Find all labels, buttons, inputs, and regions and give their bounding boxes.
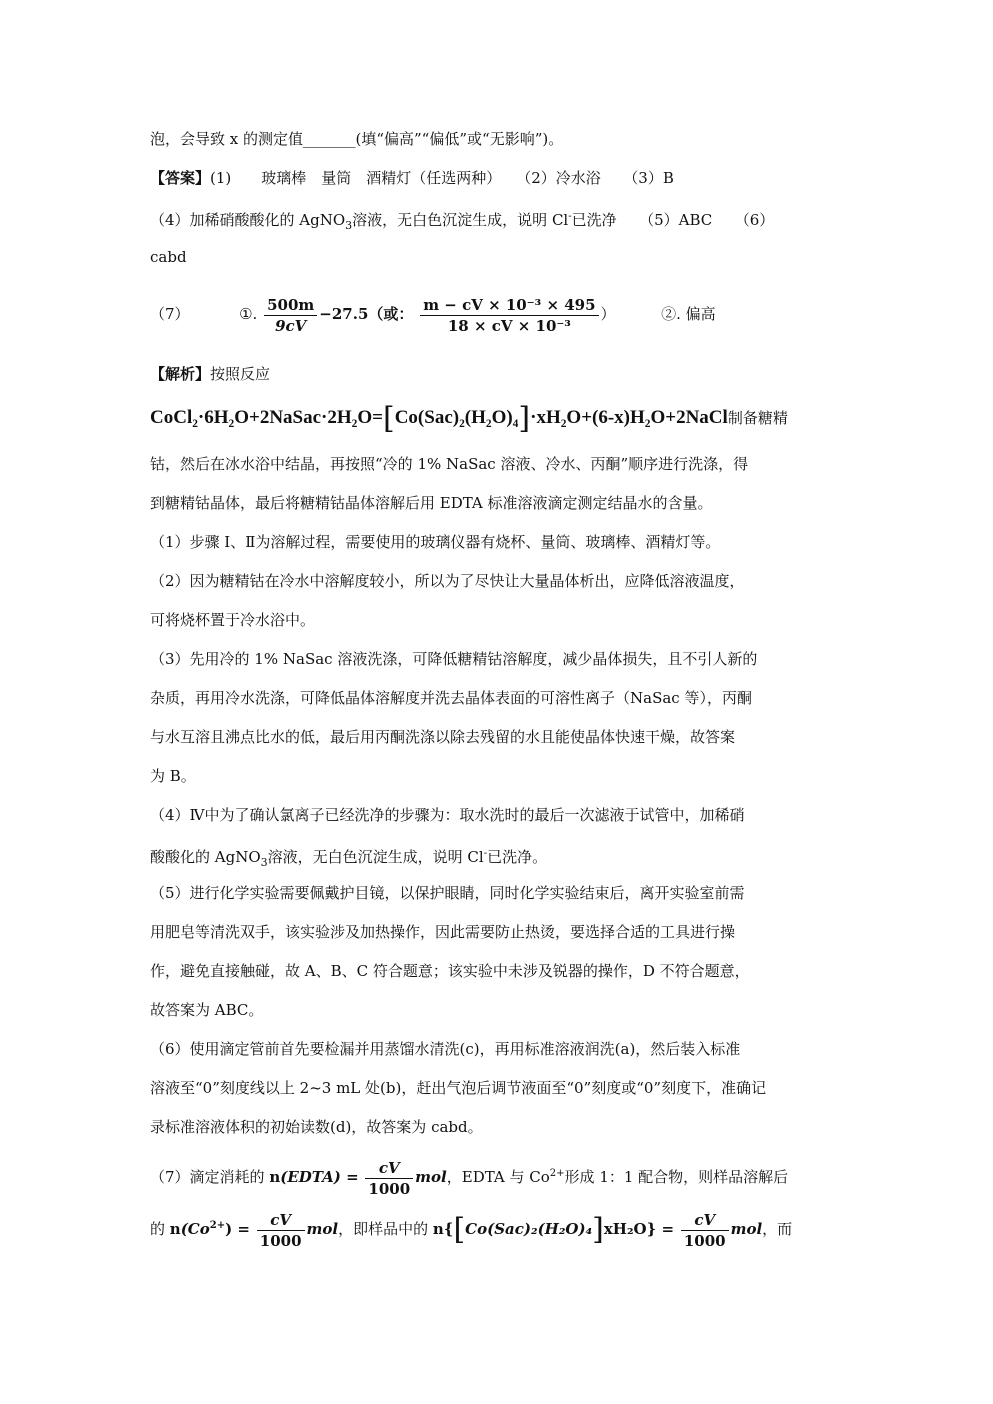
text-line <box>150 1077 766 1099</box>
text-line <box>150 570 745 592</box>
paragraph-text: 作，避免直接触碰，故 A、B、C 符合题意；该实验中未涉及锐器的操作，D 不符合题意， <box>150 962 750 980</box>
superscript: - <box>483 848 488 859</box>
fraction-denominator: 1000 <box>259 1231 302 1250</box>
complex-formula: Co(Sac)₂(H₂O)₄ <box>465 1220 593 1238</box>
answer-label: 【答案】 <box>150 169 211 187</box>
text-line <box>150 804 745 826</box>
text-line <box>150 726 735 748</box>
paragraph-text: （5）进行化学实验需要佩戴护目镜，以保护眼睛，同时化学实验结束后，离开实验室前需 <box>150 884 745 902</box>
fraction-numerator: cV <box>681 1210 729 1231</box>
answer-text: 已洗净 （5）ABC （6） <box>571 211 775 229</box>
answer-line-4 <box>150 206 774 237</box>
text-line <box>150 648 757 670</box>
paragraph-text: （4）Ⅳ中为了确认氯离子已经洗净的步骤为：取水洗时的最后一次滤液于试管中，加稀硝 <box>150 806 745 824</box>
paragraph-text: ，即样品中的 <box>338 1220 429 1238</box>
answer-text: −27.5（或： <box>319 305 414 323</box>
text-line <box>150 492 713 514</box>
reaction-equation <box>150 400 788 436</box>
paragraph-text: ，而 <box>762 1220 793 1238</box>
co-expression: (Co <box>180 1220 210 1238</box>
fraction-1 <box>264 295 317 336</box>
formula-line-co <box>150 1202 792 1253</box>
fraction-cv-1000 <box>365 1158 413 1199</box>
fraction-numerator: 500m <box>264 295 317 316</box>
answer-line-6 <box>150 246 187 268</box>
bracket-open: [ <box>382 401 395 436</box>
unit-mol: mol <box>415 1168 447 1186</box>
n-symbol: n <box>269 1168 281 1186</box>
unit-mol: mol <box>730 1220 763 1238</box>
paragraph-text: 已洗净。 <box>487 848 548 866</box>
answer-text: ②. 偏高 <box>661 305 716 323</box>
text-line <box>150 765 196 787</box>
analysis-label: 【解析】 <box>150 365 211 383</box>
paragraph-text: （6）使用滴定管前首先要检漏并用蒸馏水清洗(c)，再用标准溶液润洗(a)，然后装入标准 <box>150 1040 741 1058</box>
paragraph-text: 为 B。 <box>150 767 196 785</box>
paragraph-text: 溶液至“0”刻度线以上 2~3 mL 处(b)，赶出气泡后调节液面至“0”刻度或“0”刻度下，准确记 <box>150 1079 767 1097</box>
paragraph-text: （7）滴定消耗的 <box>150 1168 265 1186</box>
paragraph-text: 录标准溶液体积的初始读数(d)，故答案为 cabd。 <box>150 1118 483 1136</box>
paragraph-text: ，EDTA 与 Co <box>446 1168 550 1186</box>
text-line <box>150 531 720 553</box>
bracket-close: ] <box>518 401 531 436</box>
circled-one: ①. <box>239 305 258 323</box>
text-line <box>150 1116 483 1138</box>
answer-number: （7） <box>150 305 190 323</box>
paragraph-text: 钴，然后在冰水浴中结晶，再按照“冷的 1% NaSac 溶液、冷水、丙酮”顺序进行洗涤，得 <box>150 455 749 473</box>
fraction-cv-1000 <box>257 1210 305 1251</box>
bracket-open: [ <box>453 1212 466 1247</box>
paragraph-text: （3）先用冷的 1% NaSac 溶液洗涤，可降低糖精钴溶解度，减少晶体损失，且不引人新的 <box>150 650 758 668</box>
fraction-denominator: 9cV <box>275 316 307 335</box>
text-line <box>150 921 735 943</box>
formula-line-edta <box>150 1150 788 1201</box>
edta-expression: (EDTA) = <box>280 1168 359 1186</box>
text-line <box>150 882 745 904</box>
text-line <box>150 687 752 709</box>
analysis-text: 按照反应 <box>210 365 271 383</box>
hydrate-expression: xH₂O} = <box>603 1220 675 1238</box>
n-symbol: n <box>169 1220 181 1238</box>
answer-line-7 <box>150 290 716 338</box>
paragraph-text: 可将烧杯置于冷水浴中。 <box>150 611 316 629</box>
text-line <box>150 843 547 874</box>
fraction-numerator: cV <box>257 1210 305 1231</box>
superscript: 2+ <box>209 1220 226 1231</box>
paragraph-text: 酸酸化的 AgNO <box>150 848 261 866</box>
reaction-left: CoCl₂·6H₂O+2NaSac·2H₂O= <box>150 407 383 428</box>
fraction-denominator: 18 × cV × 10⁻³ <box>447 316 571 335</box>
paragraph-text: 到糖精钴晶体，最后将糖精钴晶体溶解后用 EDTA 标准溶液滴定测定结晶水的含量。 <box>150 494 713 512</box>
paragraph-text: 的 <box>150 1220 166 1238</box>
fraction-denominator: 1000 <box>683 1231 726 1250</box>
text-line <box>150 999 263 1021</box>
analysis-line <box>150 363 270 385</box>
paragraph-text: （1）步骤 I、Ⅱ为溶解过程，需要使用的玻璃仪器有烧杯、量筒、玻璃棒、酒精灯等。 <box>150 533 721 551</box>
text-line <box>150 1038 740 1060</box>
paragraph-text: 与水互溶且沸点比水的低，最后用丙酮洗涤以除去残留的水且能使晶体快速干燥，故答案 <box>150 728 736 746</box>
bracket-close: ] <box>592 1212 604 1247</box>
reaction-core: Co(Sac)₂(H₂O)₄ <box>394 407 519 428</box>
superscript: 2+ <box>549 1168 565 1179</box>
answer-text: ） <box>600 305 616 323</box>
text-line <box>150 960 750 982</box>
answer-text: 溶液，无白色沉淀生成，说明 Cl <box>352 211 569 229</box>
fraction-numerator: cV <box>365 1158 413 1179</box>
answer-text: (1) 玻璃棒 量筒 酒精灯（任选两种） （2）冷水浴 （3）B <box>210 169 674 187</box>
analysis-text: 制备糖精 <box>727 409 788 427</box>
subscript: 3 <box>345 219 353 232</box>
paragraph-text: 故答案为 ABC。 <box>150 1001 264 1019</box>
fraction-denominator: 1000 <box>368 1179 411 1198</box>
paragraph-text: 杂质，再用冷水洗涤，可降低晶体溶解度并洗去晶体表面的可溶性离子（NaSac 等），丙酮 <box>150 689 752 707</box>
paragraph-text: 形成 1：1 配合物，则样品溶解后 <box>564 1168 789 1186</box>
answer-text: （4）加稀硝酸酸化的 AgNO <box>150 211 346 229</box>
unit-mol: mol <box>306 1220 339 1238</box>
text-line <box>150 609 315 631</box>
subscript: 3 <box>260 856 268 869</box>
text-line <box>150 128 563 150</box>
reaction-right: ·xH₂O+(6-x)H₂O+2NaCl <box>530 407 728 428</box>
superscript: - <box>568 211 572 222</box>
answer-line-1 <box>150 167 674 189</box>
question-tail: 泡，会导致 x 的测定值_______(填“偏高”“偏低”或“无影响”)。 <box>150 130 564 148</box>
paragraph-text: （2）因为糖精钴在冷水中溶解度较小，所以为了尽快让大量晶体析出，应降低溶液温度， <box>150 572 745 590</box>
answer-text: cabd <box>150 248 187 266</box>
fraction-2 <box>420 295 598 336</box>
paragraph-text: 溶液，无白色沉淀生成，说明 Cl <box>267 848 484 866</box>
co-expression-close: ) = <box>225 1220 250 1238</box>
n-symbol: n{ <box>432 1220 454 1238</box>
paragraph-text: 用肥皂等清洗双手，该实验涉及加热操作，因此需要防止热烫，要选择合适的工具进行操 <box>150 923 736 941</box>
text-line <box>150 453 748 475</box>
fraction-cv-1000 <box>681 1210 729 1251</box>
fraction-numerator: m − cV × 10⁻³ × 495 <box>420 295 598 316</box>
